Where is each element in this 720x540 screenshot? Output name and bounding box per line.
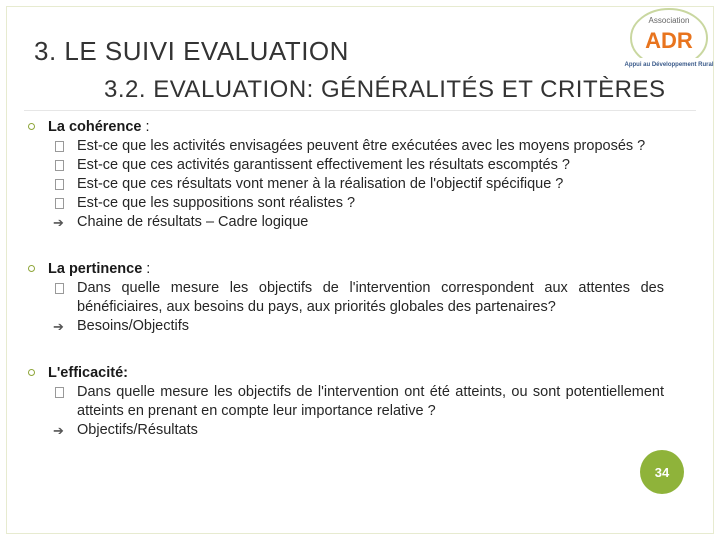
- arrow-right-icon: ➔: [53, 319, 64, 334]
- section-pertinence: [24, 260, 664, 336]
- slide-title-line1: [34, 36, 349, 67]
- checkbox-glyph-icon: [55, 387, 64, 398]
- arrow-right-icon: ➔: [53, 215, 64, 230]
- list-item-text: Est-ce que ces résultats vont mener à la réalisation de l'objectif spécifique ?: [77, 176, 564, 192]
- list-item-text: Est-ce que les suppositions sont réalistes ?: [77, 195, 356, 211]
- page-number-badge: [640, 450, 684, 494]
- circle-bullet-icon: [28, 369, 35, 376]
- logo-top-text: Association: [648, 16, 690, 25]
- section-heading: [24, 260, 664, 279]
- slide-content: [24, 118, 664, 440]
- arrow-item: [53, 213, 664, 232]
- circle-bullet-icon: [28, 265, 35, 272]
- logo-main-text: ADR: [645, 28, 693, 53]
- title-line1-text: 3. LE SUIVI EVALUATION: [34, 36, 349, 66]
- arrow-item: [53, 317, 664, 336]
- criteria-list: [24, 279, 664, 336]
- list-item-text: Dans quelle mesure les objectifs de l'intervention correspondent aux attentes des bénéficiaires, aux besoins du pays, aux priorités globales des partenaires?: [77, 280, 664, 315]
- page-number: 34: [654, 464, 670, 480]
- title-divider: [24, 110, 696, 111]
- arrow-item-text: Objectifs/Résultats: [77, 422, 198, 438]
- title-line2-text: 3.2. EVALUATION: GÉNÉRALITÉS ET CRITÈRES: [104, 76, 666, 103]
- list-item-text: Dans quelle mesure les objectifs de l'intervention ont été atteints, ou sont potentiellement atteints en prenant en compte leur importance relative ?: [77, 384, 664, 419]
- logo-sub-text: Appui au Développement Rural: [624, 62, 714, 68]
- checkbox-glyph-icon: [55, 198, 64, 209]
- list-item-text: Est-ce que ces activités garantissent effectivement les résultats escomptés ?: [77, 157, 570, 173]
- arrow-right-icon: ➔: [53, 423, 64, 438]
- section-heading: [24, 118, 664, 137]
- checkbox-glyph-icon: [55, 160, 64, 171]
- list-item: [77, 175, 664, 194]
- section-label: L'efficacité:: [48, 365, 128, 381]
- checkbox-glyph-icon: [55, 179, 64, 190]
- list-item: [77, 137, 664, 156]
- list-item: [77, 156, 664, 175]
- list-item: [77, 383, 664, 421]
- checkbox-glyph-icon: [55, 283, 64, 294]
- slide-title-line2: [104, 76, 665, 104]
- section-label: La cohérence: [48, 119, 142, 135]
- criteria-list: [24, 137, 664, 232]
- adr-logo: [622, 5, 714, 75]
- circle-bullet-icon: [28, 123, 35, 130]
- arrow-item: [53, 421, 664, 440]
- arrow-item-text: Besoins/Objectifs: [77, 318, 190, 334]
- list-item-text: Est-ce que les activités envisagées peuvent être exécutées avec les moyens proposés ?: [77, 138, 646, 154]
- section-heading: [24, 364, 664, 383]
- section-coherence: [24, 118, 664, 232]
- list-item: [77, 194, 664, 213]
- section-efficacite: [24, 364, 664, 440]
- criteria-list: [24, 383, 664, 440]
- checkbox-glyph-icon: [55, 141, 64, 152]
- section-suffix: :: [142, 261, 151, 277]
- section-suffix: :: [141, 119, 150, 135]
- arrow-item-text: Chaine de résultats – Cadre logique: [77, 214, 309, 230]
- list-item: [77, 279, 664, 317]
- section-label: La pertinence: [48, 261, 143, 277]
